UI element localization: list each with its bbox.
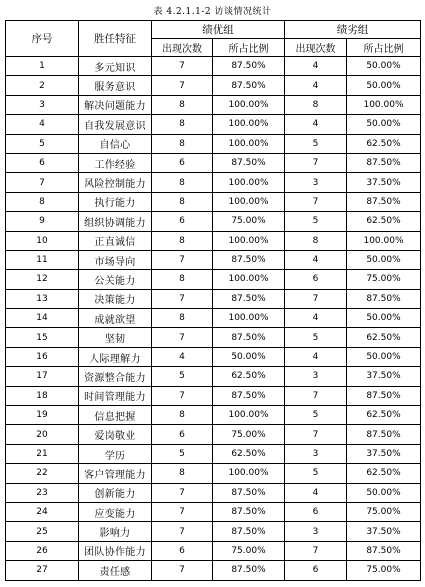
cell-index: 9: [6, 212, 79, 231]
cell-poor-count: 7: [285, 192, 347, 211]
cell-excellent-count: 8: [152, 115, 213, 134]
table-row: [6, 522, 421, 541]
cell-poor-ratio: 62.50%: [347, 464, 421, 483]
cell-excellent-ratio: 100.00%: [213, 192, 285, 211]
cell-trait: 自信心: [79, 134, 152, 153]
cell-poor-ratio: 62.50%: [347, 328, 421, 347]
cell-poor-ratio: 37.50%: [347, 367, 421, 386]
table-row: [6, 406, 421, 425]
table-row: [6, 425, 421, 444]
cell-poor-ratio: 75.00%: [347, 502, 421, 521]
table-row: [6, 231, 421, 250]
cell-excellent-ratio: 87.50%: [213, 483, 285, 502]
cell-excellent-count: 7: [152, 522, 213, 541]
cell-index: 14: [6, 309, 79, 328]
cell-poor-count: 8: [285, 231, 347, 250]
cell-index: 11: [6, 250, 79, 269]
cell-excellent-ratio: 100.00%: [213, 95, 285, 114]
cell-excellent-count: 5: [152, 367, 213, 386]
cell-poor-count: 4: [285, 115, 347, 134]
cell-excellent-ratio: 87.50%: [213, 386, 285, 405]
cell-trait: 影响力: [79, 522, 152, 541]
table-row: [6, 561, 421, 580]
cell-trait: 多元知识: [79, 57, 152, 76]
cell-poor-count: 7: [285, 153, 347, 172]
cell-excellent-ratio: 87.50%: [213, 561, 285, 580]
cell-excellent-count: 7: [152, 76, 213, 95]
cell-index: 23: [6, 483, 79, 502]
cell-trait: 自我发展意识: [79, 115, 152, 134]
cell-poor-count: 3: [285, 444, 347, 463]
cell-index: 21: [6, 444, 79, 463]
cell-trait: 责任感: [79, 561, 152, 580]
cell-index: 26: [6, 541, 79, 560]
cell-trait: 学历: [79, 444, 152, 463]
cell-excellent-count: 6: [152, 425, 213, 444]
cell-index: 25: [6, 522, 79, 541]
cell-poor-ratio: 50.00%: [347, 483, 421, 502]
cell-excellent-count: 7: [152, 561, 213, 580]
cell-index: 13: [6, 289, 79, 308]
cell-poor-ratio: 87.50%: [347, 289, 421, 308]
table-row: [6, 483, 421, 502]
cell-trait: 工作经验: [79, 153, 152, 172]
cell-excellent-ratio: 75.00%: [213, 541, 285, 560]
table-row: [6, 289, 421, 308]
cell-excellent-ratio: 100.00%: [213, 309, 285, 328]
table-row: [6, 76, 421, 95]
cell-excellent-ratio: 100.00%: [213, 231, 285, 250]
cell-index: 7: [6, 173, 79, 192]
cell-poor-ratio: 62.50%: [347, 134, 421, 153]
table-row: [6, 367, 421, 386]
cell-index: 16: [6, 347, 79, 366]
table-row: [6, 309, 421, 328]
table-body: [6, 57, 421, 581]
cell-excellent-count: 6: [152, 212, 213, 231]
cell-index: 2: [6, 76, 79, 95]
cell-excellent-count: 8: [152, 192, 213, 211]
cell-excellent-ratio: 87.50%: [213, 57, 285, 76]
cell-excellent-ratio: 87.50%: [213, 76, 285, 95]
cell-index: 24: [6, 502, 79, 521]
cell-excellent-count: 7: [152, 289, 213, 308]
cell-trait: 风险控制能力: [79, 173, 152, 192]
cell-trait: 组织协调能力: [79, 212, 152, 231]
cell-poor-ratio: 37.50%: [347, 522, 421, 541]
cell-poor-count: 4: [285, 76, 347, 95]
cell-index: 20: [6, 425, 79, 444]
cell-trait: 爱岗敬业: [79, 425, 152, 444]
cell-trait: 时间管理能力: [79, 386, 152, 405]
table-row: [6, 502, 421, 521]
cell-excellent-count: 4: [152, 347, 213, 366]
table-row: [6, 173, 421, 192]
cell-index: 3: [6, 95, 79, 114]
cell-poor-ratio: 62.50%: [347, 212, 421, 231]
cell-index: 4: [6, 115, 79, 134]
cell-excellent-count: 8: [152, 406, 213, 425]
cell-excellent-count: 8: [152, 309, 213, 328]
cell-index: 12: [6, 270, 79, 289]
cell-excellent-count: 7: [152, 57, 213, 76]
cell-trait: 市场导向: [79, 250, 152, 269]
cell-excellent-count: 7: [152, 386, 213, 405]
cell-excellent-ratio: 87.50%: [213, 289, 285, 308]
cell-excellent-count: 6: [152, 541, 213, 560]
cell-poor-ratio: 50.00%: [347, 250, 421, 269]
cell-poor-ratio: 87.50%: [347, 386, 421, 405]
cell-trait: 成就欲望: [79, 309, 152, 328]
cell-poor-count: 7: [285, 386, 347, 405]
cell-excellent-ratio: 100.00%: [213, 464, 285, 483]
cell-poor-count: 5: [285, 406, 347, 425]
cell-trait: 公关能力: [79, 270, 152, 289]
cell-poor-count: 5: [285, 212, 347, 231]
cell-excellent-count: 7: [152, 502, 213, 521]
cell-poor-ratio: 50.00%: [347, 309, 421, 328]
cell-index: 17: [6, 367, 79, 386]
cell-poor-count: 7: [285, 425, 347, 444]
cell-excellent-ratio: 100.00%: [213, 115, 285, 134]
header-group-poor: 绩劣组: [285, 21, 421, 39]
cell-poor-count: 4: [285, 250, 347, 269]
table-row: [6, 386, 421, 405]
cell-trait: 客户管理能力: [79, 464, 152, 483]
table-row: [6, 212, 421, 231]
cell-poor-ratio: 37.50%: [347, 173, 421, 192]
cell-poor-count: 3: [285, 367, 347, 386]
cell-poor-count: 6: [285, 561, 347, 580]
cell-poor-ratio: 100.00%: [347, 231, 421, 250]
cell-excellent-count: 7: [152, 250, 213, 269]
cell-poor-ratio: 87.50%: [347, 541, 421, 560]
table-row: [6, 115, 421, 134]
cell-trait: 坚韧: [79, 328, 152, 347]
cell-index: 27: [6, 561, 79, 580]
cell-excellent-ratio: 87.50%: [213, 250, 285, 269]
cell-excellent-count: 6: [152, 153, 213, 172]
cell-index: 5: [6, 134, 79, 153]
cell-poor-count: 6: [285, 502, 347, 521]
cell-excellent-ratio: 100.00%: [213, 406, 285, 425]
cell-trait: 资源整合能力: [79, 367, 152, 386]
cell-poor-count: 5: [285, 464, 347, 483]
cell-index: 19: [6, 406, 79, 425]
cell-poor-count: 7: [285, 289, 347, 308]
cell-excellent-ratio: 75.00%: [213, 425, 285, 444]
cell-excellent-ratio: 100.00%: [213, 173, 285, 192]
cell-poor-count: 4: [285, 347, 347, 366]
cell-excellent-count: 7: [152, 328, 213, 347]
cell-excellent-ratio: 62.50%: [213, 444, 285, 463]
cell-excellent-count: 8: [152, 464, 213, 483]
table-row: [6, 541, 421, 560]
cell-poor-ratio: 50.00%: [347, 76, 421, 95]
cell-poor-ratio: 50.00%: [347, 57, 421, 76]
cell-poor-count: 5: [285, 328, 347, 347]
cell-poor-ratio: 87.50%: [347, 153, 421, 172]
cell-trait: 团队协作能力: [79, 541, 152, 560]
cell-index: 1: [6, 57, 79, 76]
cell-poor-count: 4: [285, 309, 347, 328]
cell-poor-ratio: 62.50%: [347, 406, 421, 425]
header-poor-count: 出现次数: [285, 39, 347, 57]
cell-trait: 创新能力: [79, 483, 152, 502]
cell-excellent-ratio: 100.00%: [213, 270, 285, 289]
cell-poor-count: 3: [285, 173, 347, 192]
cell-poor-count: 5: [285, 134, 347, 153]
table-row: [6, 250, 421, 269]
cell-trait: 人际理解力: [79, 347, 152, 366]
cell-poor-ratio: 50.00%: [347, 347, 421, 366]
cell-index: 10: [6, 231, 79, 250]
table-row: [6, 270, 421, 289]
table-row: [6, 192, 421, 211]
cell-index: 6: [6, 153, 79, 172]
cell-poor-count: 7: [285, 541, 347, 560]
table-row: [6, 464, 421, 483]
cell-index: 15: [6, 328, 79, 347]
cell-excellent-count: 8: [152, 231, 213, 250]
cell-excellent-ratio: 87.50%: [213, 328, 285, 347]
cell-excellent-ratio: 100.00%: [213, 134, 285, 153]
table-caption: 表 4.2.1.1-2 访谈情况统计: [153, 7, 272, 17]
cell-poor-ratio: 75.00%: [347, 561, 421, 580]
table-row: [6, 153, 421, 172]
cell-poor-count: 8: [285, 95, 347, 114]
cell-excellent-count: 8: [152, 173, 213, 192]
cell-index: 18: [6, 386, 79, 405]
cell-excellent-ratio: 50.00%: [213, 347, 285, 366]
cell-trait: 正直诚信: [79, 231, 152, 250]
cell-poor-count: 4: [285, 483, 347, 502]
table-row: [6, 134, 421, 153]
cell-excellent-ratio: 87.50%: [213, 522, 285, 541]
cell-excellent-ratio: 62.50%: [213, 367, 285, 386]
header-index: 序号: [6, 21, 79, 57]
cell-trait: 信息把握: [79, 406, 152, 425]
table-row: [6, 328, 421, 347]
cell-poor-count: 3: [285, 522, 347, 541]
table-row: [6, 95, 421, 114]
cell-poor-ratio: 75.00%: [347, 270, 421, 289]
cell-poor-ratio: 100.00%: [347, 95, 421, 114]
table-row: [6, 444, 421, 463]
cell-trait: 决策能力: [79, 289, 152, 308]
cell-excellent-count: 8: [152, 95, 213, 114]
cell-trait: 应变能力: [79, 502, 152, 521]
header-group-excellent: 绩优组: [152, 21, 285, 39]
header-poor-ratio: 所占比例: [347, 39, 421, 57]
cell-trait: 解决问题能力: [79, 95, 152, 114]
cell-index: 22: [6, 464, 79, 483]
cell-excellent-count: 7: [152, 483, 213, 502]
cell-excellent-count: 5: [152, 444, 213, 463]
table-row: [6, 57, 421, 76]
cell-poor-ratio: 87.50%: [347, 425, 421, 444]
cell-excellent-ratio: 87.50%: [213, 502, 285, 521]
cell-poor-ratio: 50.00%: [347, 115, 421, 134]
cell-trait: 服务意识: [79, 76, 152, 95]
header-excellent-ratio: 所占比例: [213, 39, 285, 57]
interview-stats-table: [5, 20, 421, 581]
cell-poor-ratio: 37.50%: [347, 444, 421, 463]
cell-poor-count: 4: [285, 57, 347, 76]
cell-poor-ratio: 87.50%: [347, 192, 421, 211]
header-excellent-count: 出现次数: [152, 39, 213, 57]
cell-excellent-count: 8: [152, 270, 213, 289]
cell-index: 8: [6, 192, 79, 211]
table-row: [6, 347, 421, 366]
cell-excellent-count: 8: [152, 134, 213, 153]
cell-excellent-ratio: 87.50%: [213, 153, 285, 172]
cell-poor-count: 6: [285, 270, 347, 289]
cell-trait: 执行能力: [79, 192, 152, 211]
header-trait: 胜任特征: [79, 21, 152, 57]
cell-excellent-ratio: 75.00%: [213, 212, 285, 231]
